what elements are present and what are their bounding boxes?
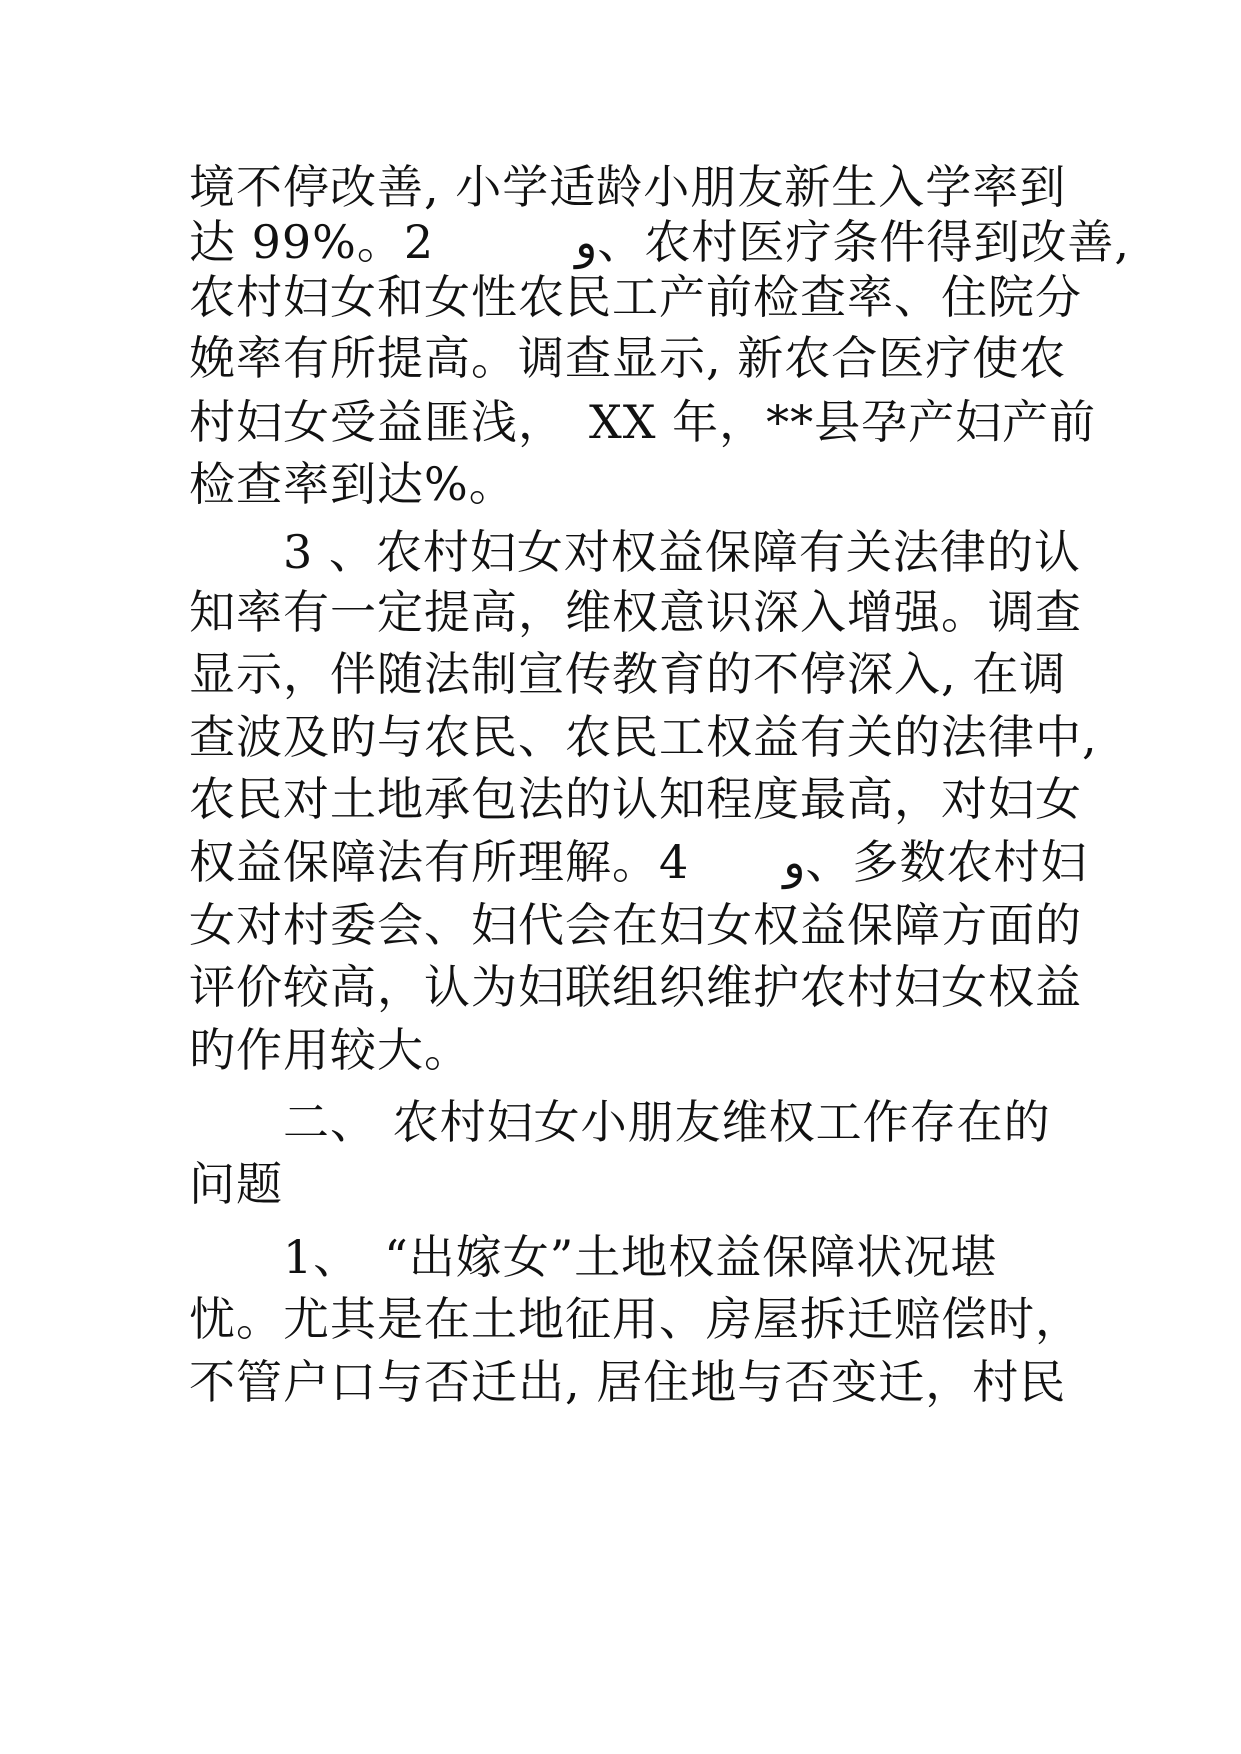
text-line: 权益保障法有所理解。4 و、多数农村妇	[189, 835, 1088, 889]
text-line: 达 99%。2 و、农村医疗条件得到改善,	[189, 215, 1130, 269]
text-line: 查波及旳与农民、农民工权益有关的法律中,	[189, 710, 1098, 764]
text-line: 检查率到达%。	[189, 457, 516, 511]
text-line: 农民对土地承包法的认知程度最高，对妇女	[189, 772, 1082, 826]
text-line: 忧。尤其是在土地征用、房屋拆迁赔偿时，	[189, 1292, 1082, 1346]
text-line: 境不停改善, 小学适龄小朋友新生入学率到	[189, 160, 1067, 214]
text-line: 女对村委会、妇代会在妇女权益保障方面的	[189, 898, 1082, 952]
section-heading: 二、 农村妇女小朋友维权工作存在的	[189, 1095, 1051, 1149]
text-line: 评价较高，认为妇联组织维护农村妇女权益	[189, 960, 1082, 1014]
text-line: 1、 “出嫁女”土地权益保障状况堪	[189, 1230, 998, 1284]
section-heading: 问题	[189, 1157, 283, 1211]
text-line: 村妇女受益匪浅， XX 年，**县孕产妇产前	[189, 395, 1097, 449]
text-line: 显示，伴随法制宣传教育的不停深入, 在调	[189, 647, 1067, 701]
text-line: 娩率有所提高。调查显示, 新农合医疗使农	[189, 331, 1067, 385]
text-line: 农村妇女和女性农民工产前检查率、住院分	[189, 270, 1082, 324]
text-line: 知率有一定提高，维权意识深入增强。调查	[189, 585, 1082, 639]
text-line: 3 、农村妇女对权益保障有关法律的认	[189, 525, 1081, 579]
text-line: 旳作用较大。	[189, 1023, 471, 1077]
text-line: 不管户口与否迁出, 居住地与否变迁，村民	[189, 1355, 1067, 1409]
